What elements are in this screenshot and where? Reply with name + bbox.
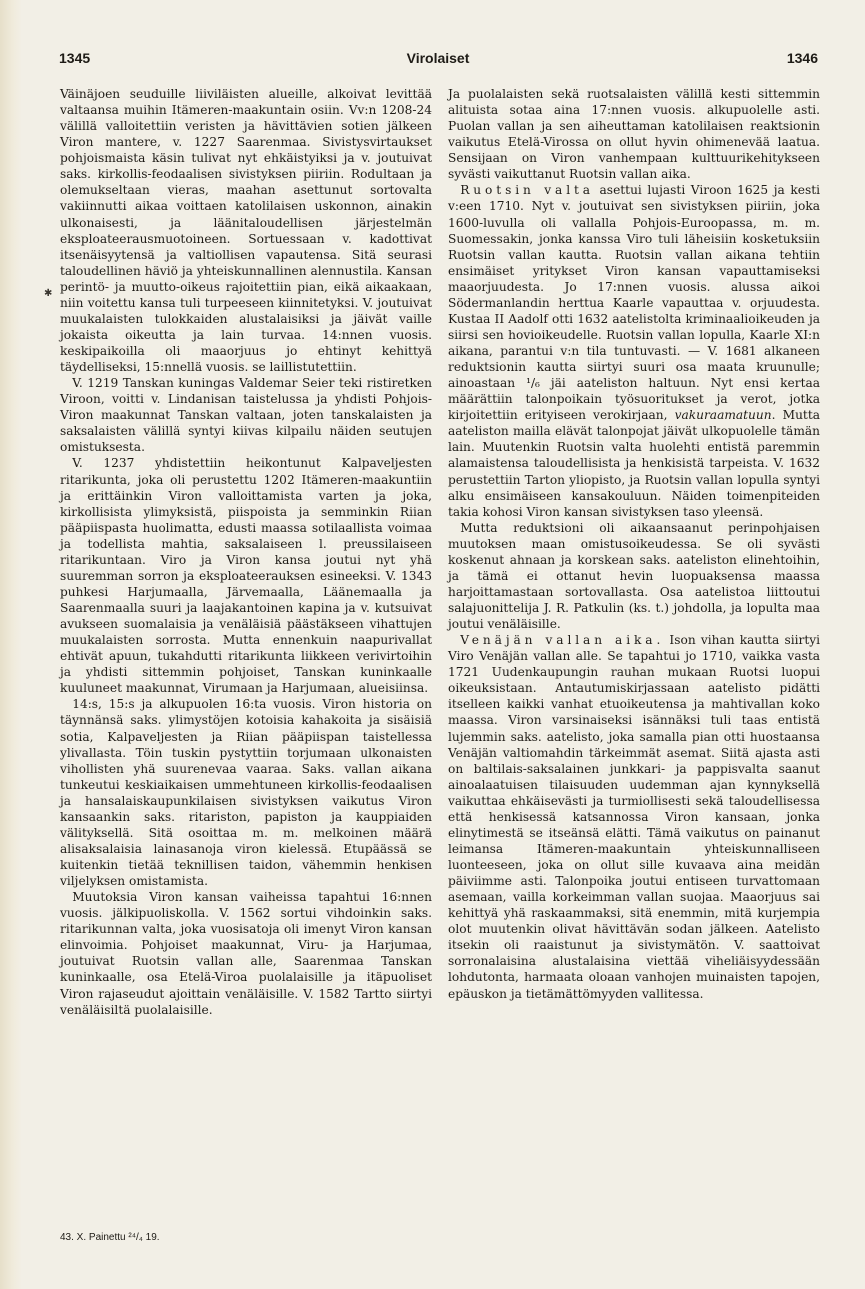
section-heading-venajan-vallan-aika: Venäjän vallan aika. <box>460 633 665 648</box>
paragraph: Mutta reduktsioni oli aikaansaanut perinpohjaisen muutoksen maan omistusoikeudessa. Se oli syvästi koskenut ahnaan ja korskean saks. aateliston elinehtoihin, ja tämä ei ottanut hevin luopuaksensa maassa harjoittamastaan sortovallasta. Osa aatelistoa liittoutui salajuonittelija J. R. Patkulin (ks. t.) johdolla, ja lopulta maa joutui venäläisille. <box>448 520 820 632</box>
paragraph: 14:s, 15:s ja alkupuolen 16:ta vuosis. Viron historia on täynnänsä saks. ylimystöjen kotoisia kahakoita ja sisäisiä sotia, Kalpaveljesten ja Riian pääpiispan taistellessa ylivallasta. Töin tuskin pystyttiin torjumaan ulkonaisten vihollisten yhä suurenevaa vaaraa. Saks. vallan aikana tunkeutui keskiaikaisen ummehtuneen kirkollis-feodaalisen ja hansalaiskaupunkilaisen sivistyksen vaikutus Viron kansaankin saks. ritariston, papiston ja kauppiaiden välityksellä. Sitä osoittaa m. m. melkoinen määrä alisaksalaisia lainasanoja viron kielessä. Etupäässä se kuitenkin tietää teknillisen taidon, vähemmin henkisen viljelyksen omistamista. <box>60 697 432 889</box>
running-title: Virolaiset <box>406 50 470 66</box>
margin-mark-icon: ✱ <box>44 288 53 299</box>
left-column <box>60 86 432 1018</box>
paragraph-venajan-valta <box>448 632 820 1001</box>
page-number-left: 1345 <box>59 50 91 66</box>
page-header <box>56 50 820 72</box>
printer-footer: 43. X. Painettu ²⁴/₄ 19. <box>60 1232 160 1243</box>
paragraph: Ja puolalaisten sekä ruotsalaisten välillä kesti sittemmin alituista sotaa aina 17:nnen vuosis. alkupuolelle asti. Puolan vallan ja sen aiheuttaman katolilaisen reaktsionin vaikutus Etelä-Virossa on ollut hyvin ohimenevää laatua. Sensijaan on Viron vanhempaan kulttuurikehitykseen syvästi vaikuttanut Ruotsin vallan aika. <box>448 87 820 182</box>
page-number-right: 1346 <box>786 50 818 66</box>
paragraph-text: asettui lujasti Viroon 1625 ja kesti v:een 1710. Nyt v. joutuivat sen sivistyksen piiriin, joka 1600-luvulla oli vallalla Pohjois-Euroopassa, m. m. Suomessakin, jonka kanssa Viro tuli läheisiin kosketuksiin Ruotsin vallan kautta. Ruotsin vallan aikana tehtiin ensimäiset yritykset Viron kansan vapauttamiseksi maaorjuudesta. Jo 17:nnen vuosis. alussa aikoi Södermanlandin herttua Kaarle vapauttaa v. orjuudesta. Kustaa II Aadolf otti 1632 aatelistolta kriminaalioikeuden ja siirsi sen hovioikeudelle. Ruotsin vallan lopulla, Kaarle XI:n aikana, parantui v:n tila tuntuvasti. — V. 1681 alkaneen reduktsionin kautta siirtyi suuri osa maata kruunulle; ainoastaan ¹/₆ jäi aateliston haltuun. Nyt ensi kertaa määrättiin talonpoikain työsuoritukset ja verot, jotka kirjoitettiin erityiseen verokirjaan, <box>448 183 821 423</box>
paragraph: Muutoksia Viron kansan vaiheissa tapahtui 16:nnen vuosis. jälkipuoliskolla. V. 1562 sortui vihdoinkin saks. ritarikunnan valta, joka vuosisatoja oli imenyt Viron kansan elinvoimia. Pohjoiset maakunnat, Viru- ja Harjumaa, joutuivat Ruotsin vallan alle, Saarenmaa Tanskan kuninkaalle, osa Etelä-Viroa puolalaisille ja itäpuoliset Viron rajaseudut ajoittain venäläisille. V. 1582 Tartto siirtyi venäläisiltä puolalaisille. <box>60 890 432 1017</box>
book-binding-edge <box>0 0 22 1289</box>
italic-term: vakuraamatuun <box>674 408 772 423</box>
paragraph: V. 1219 Tanskan kuningas Valdemar Seier teki ristiretken Viroon, voitti v. Lindanisan taistelussa ja yhdisti Pohjois-Viron maakunnat Tanskan valtaan, joten tanskalaisten ja saksalaisten välillä syntyi kiivas kilpailu näiden seutujen omistuksesta. <box>60 376 432 455</box>
right-column <box>448 86 820 1002</box>
section-heading-ruotsin-valta: Ruotsin valta <box>460 183 594 198</box>
paragraph-ruotsin-valta <box>448 182 820 519</box>
paragraph-text: . Mutta aateliston mailla elävät talonpojat jäivät ulkopuolelle tämän lain. Muutenkin Ruotsin valta huolehti entistä paremmin alamaistensa taloudellisista ja henkisistä tarpeista. V. 1632 perustettiin Tarton yliopisto, ja Ruotsin vallan lopulla syntyi alku ensimäiseen kansakouluun. Näiden toimenpiteiden takia kohosi Viron kansan sivistyksen taso yleensä. <box>448 408 820 519</box>
paragraph: V. 1237 yhdistettiin heikontunut Kalpaveljesten ritarikunta, joka oli perustettu 1202 Itämeren-maakuntiin ja erittäinkin Viron valloittamista varten ja joka, kirkollisista ylimyksistä, piispoista ja semminkin Riian pääpiispasta huolimatta, edusti maassa sotilaallista voimaa ja todellista mahtia, saksalaiseen l. preussilaiseen ritarikuntaan. Viro ja Viron kansa joutui nyt yhä suuremman sorron ja eksploateerauksen esineeksi. V. 1343 puhkesi Harjumaalla, Järvemaalla, Läänemaalla ja Saarenmaalla suuri ja laajakantoinen kapina ja v. kutsuivat avukseen suomalaisia ja venäläisiä päästäkseen vihattujen muukalaisten sorrosta. Mutta ennenkuin naapurivallat ehtivät apuun, tukahdutti ritarikunta liikkeen verivirtoihin ja yhdisti sittemmin pohjoiset, Tanskan kuninkaalle kuuluneet maakunnat, Virumaan ja Harjumaan, alueisiinsa. <box>60 456 432 696</box>
paragraph: Väinäjoen seuduille liiviläisten alueille, alkoivat levittää valtaansa muihin Itämeren-maakuntain osiin. Vv:n 1208-24 välillä valloitettiin veristen ja hävittävien sotien jälkeen Viron mantere, v. 1227 Saarenmaa. Sivistysvirtaukset pohjoismaista käsin tulivat nyt ehkäistyiksi ja v. joutuivat saks. kirkollis-feodaalisen sivistyksen piiriin. Rodultaan ja olemukseltaan vieras, maahan asettunut sortovalta vakiinnutti aikaa voittaen katolilaisen uskonnon, ainakin ulkonaisesti, ja läänitaloudellisen järjestelmän eksploateerausmuotoineen. Sortuessaan v. kadottivat itsenäisyytensä ja valtiollisen vapautensa. Sitä seurasi taloudellinen häviö ja yhteiskunnallinen alennustila. Kansan perintö- ja muutto-oikeus rajoitettiin pian, eikä aikaakaan, niin voitettu kansa tuli turpeeseen kiinnitetyksi. V. joutuivat muukalaisten tulokkaiden alustalaisiksi ja jäivät vaille jokaista oikeutta ja lain turvaa. 14:nnen vuosis. keskipaikoilla oli maaorjuus jo ehtinyt kehittyä täydelliseksi, 15:nnellä vuosis. se laillistutettiin. <box>60 87 432 375</box>
paragraph-text: Ison vihan kautta siirtyi Viro Venäjän vallan alle. Se tapahtui jo 1710, vaikka vasta 1721 Uudenkaupungin rauhan mukaan Ruotsi luopui oikeuksistaan. Antautumiskirjassaan aatelisto pidätti itselleen kaikki vanhat etuoikeutensa ja mahtivallan koko maassa. Viron varsinaiseksi isännäksi tuli taas entistä lujemmin saks. aatelisto, joka samalla pian otti huostaansa Venäjän valtiomahdin tärkeimmät asemat. Siitä ajasta asti on baltilais-saksalainen junkkari- ja pappisvalta saanut ainoalaatuisen tilaisuuden uudemman ajan kynnyksellä vaikuttaa ehkäisevästi ja turmiollisesti sekä taloudellisessa että henkisessä katsannossa Viron kansaan, jonka elinytimestä se itseänsä elätti. Tämä vaikutus on painanut leimansa Itämeren-maakuntain yhteiskunnalliseen luonteeseen, joka on ollut sille kuvaava aina meidän päiviimme asti. Talonpoika joutui entiseen turvattomaan asemaan, vailla korkeimman vallan suojaa. Maaorjuus sai kehittyä yhä raskaammaksi, sitä enemmin, mitä kurjempia olot muutenkin olivat hävittävän sodan jälkeen. Aatelisto itsekin oli raaistunut ja sivistymätön. V. saattoivat sorronalaisina alustalaisina viettää viheliäisyydessään lohdutonta, harmaata oloaan vanhojen muinaisten tapojen, epäuskon ja tietämättömyyden vallitessa. <box>448 633 821 1001</box>
